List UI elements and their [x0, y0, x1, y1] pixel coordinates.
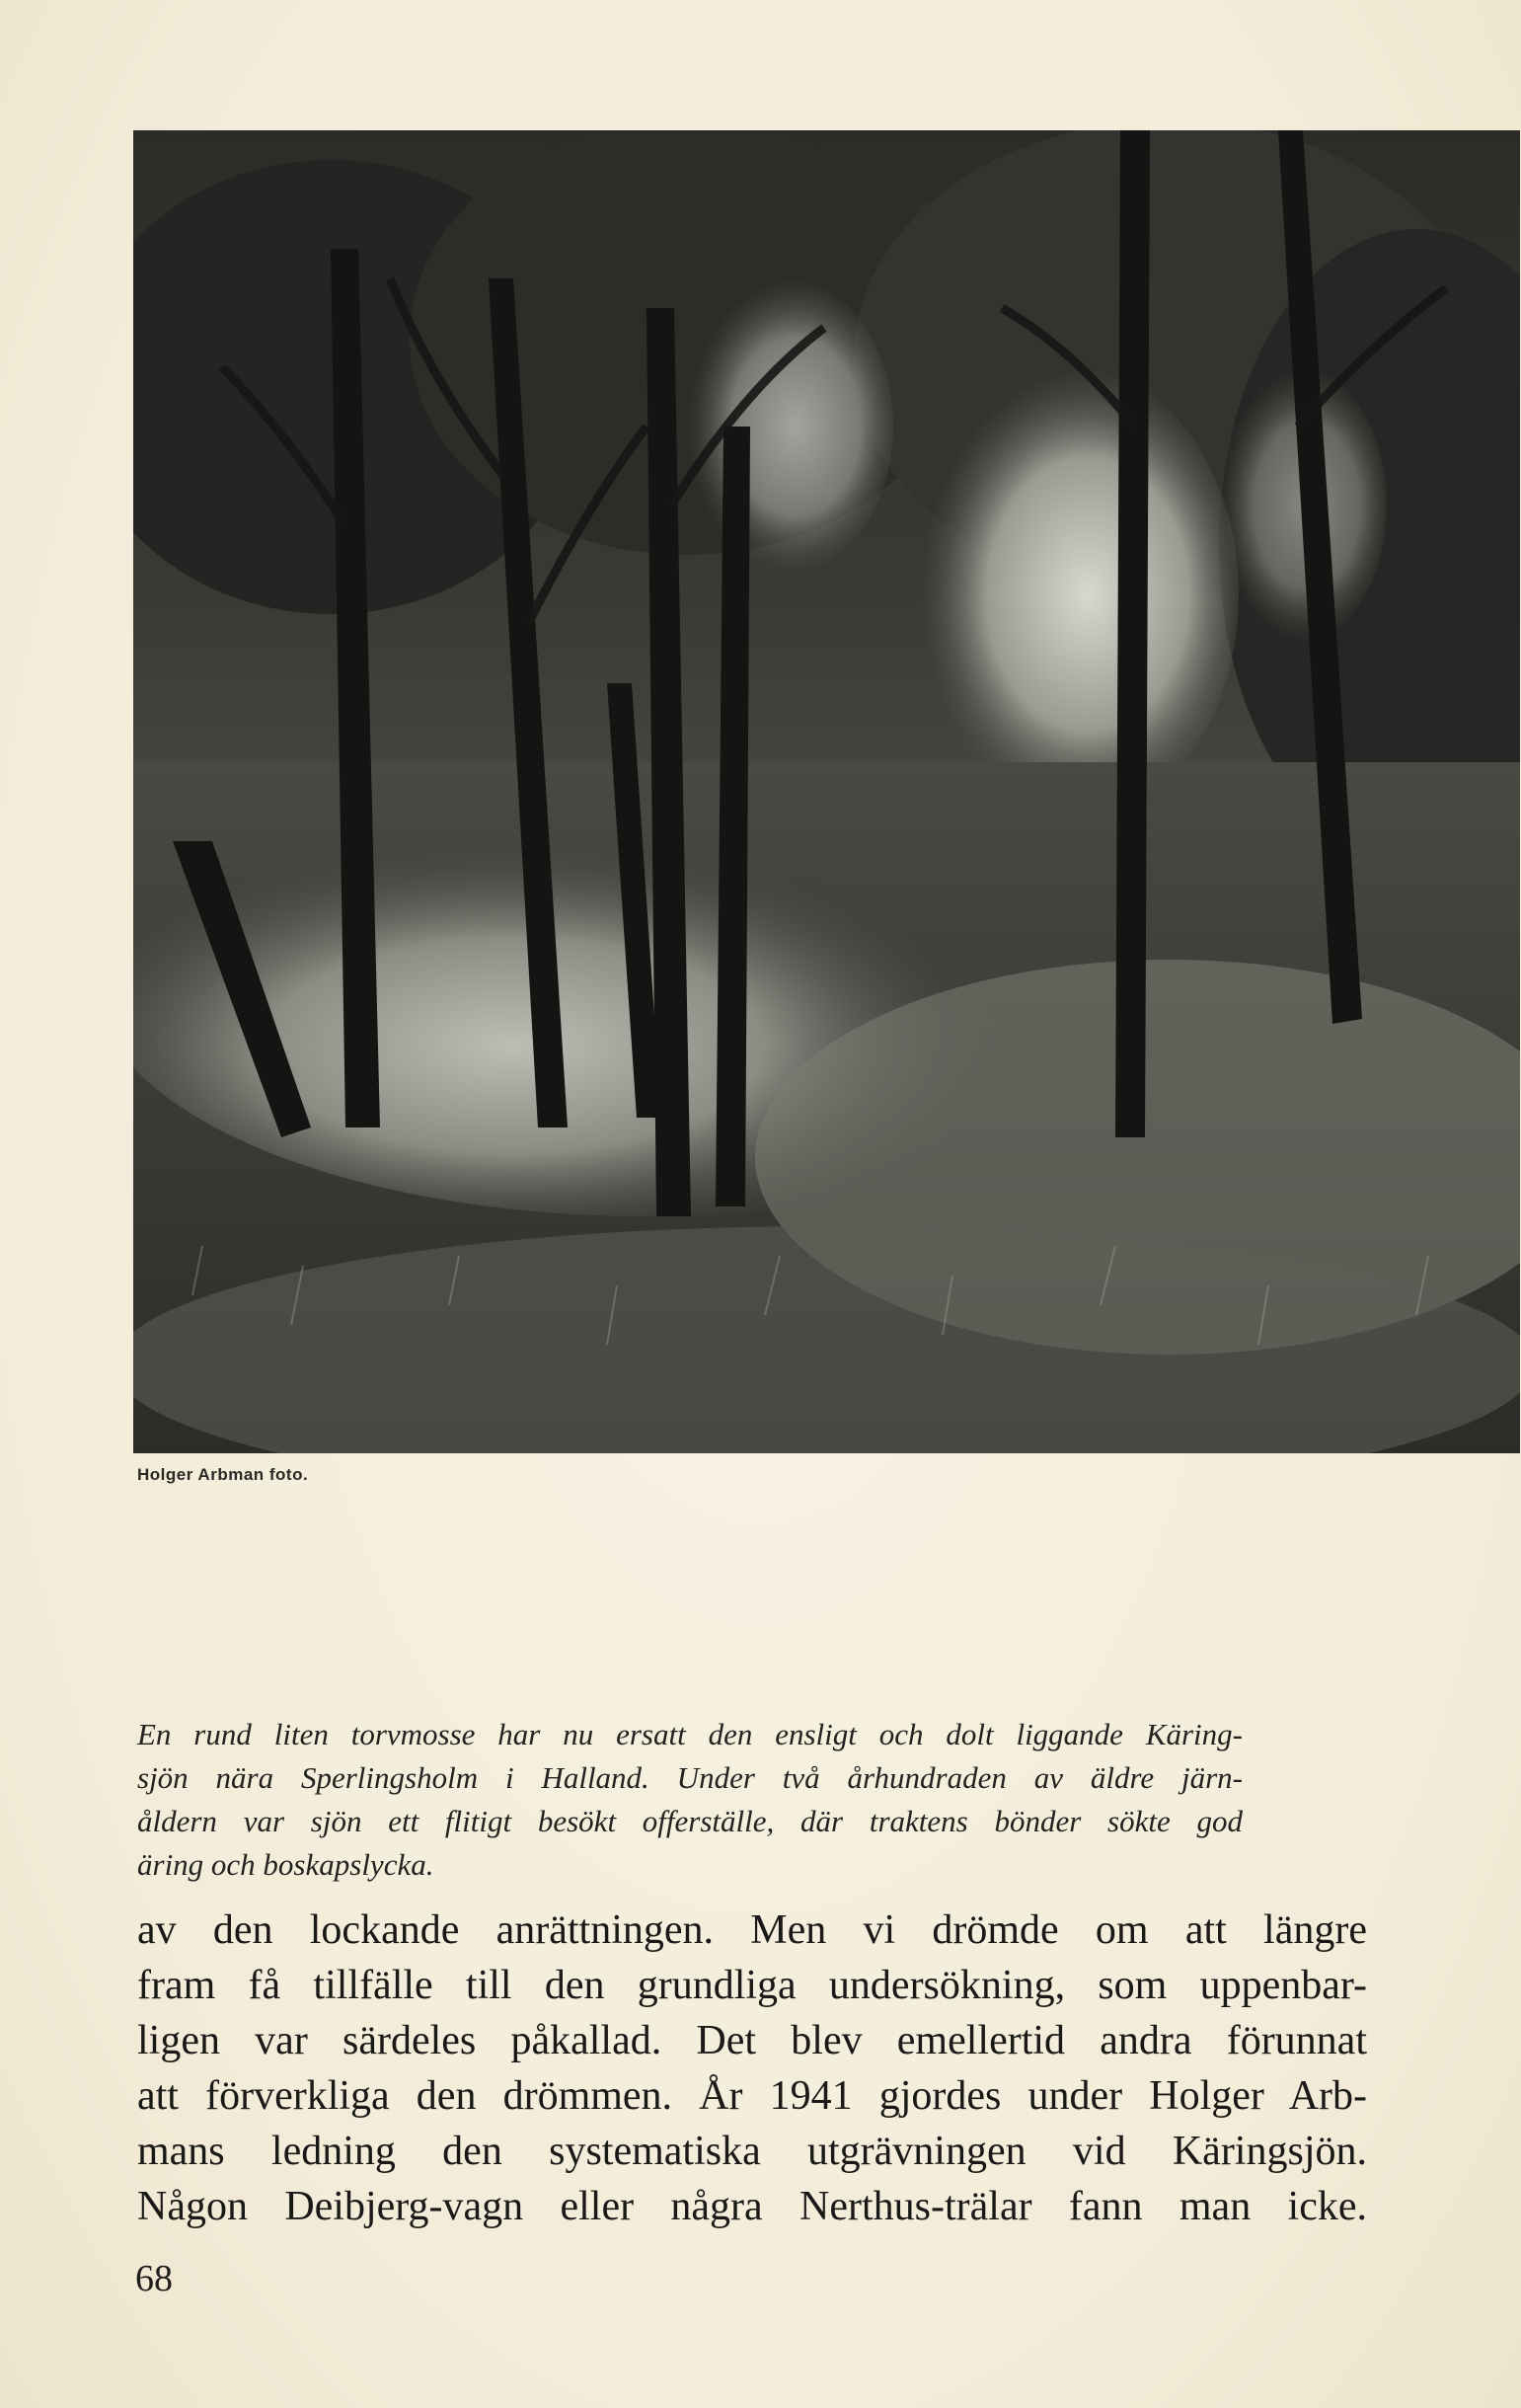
body-line: att förverkliga den drömmen. År 1941 gjordes under Holger Arb- [137, 2073, 1367, 2119]
body-line: mans ledning den systematiska utgrävningen vid Käringsjön. [137, 2129, 1367, 2174]
body-line: Någon Deibjerg-vagn eller några Nerthus-trälar fann man icke. [137, 2184, 1367, 2229]
forest-photograph-image [133, 130, 1520, 1453]
photo-caption [137, 1713, 1243, 1887]
forest-photograph [133, 130, 1520, 1453]
body-line: av den lockande anrättningen. Men vi drömde om att längre [137, 1907, 1367, 1953]
body-line: ligen var särdeles påkallad. Det blev emellertid andra förunnat [137, 2018, 1367, 2063]
body-paragraph [137, 1903, 1367, 2234]
caption-line: En rund liten torvmosse har nu ersatt den ensligt och dolt liggande Käring- [137, 1717, 1243, 1751]
body-line: fram få tillfälle till den grundliga undersökning, som uppenbar- [137, 1963, 1367, 2008]
photo-credit: Holger Arbman foto. [137, 1465, 309, 1484]
page-number: 68 [135, 2258, 173, 2299]
caption-line: åldern var sjön ett flitigt besökt offerställe, där traktens bönder sökte god [137, 1804, 1243, 1838]
caption-line: sjön nära Sperlingsholm i Halland. Under två århundraden av äldre järn- [137, 1760, 1243, 1795]
caption-line: äring och boskapslycka. [137, 1847, 434, 1882]
